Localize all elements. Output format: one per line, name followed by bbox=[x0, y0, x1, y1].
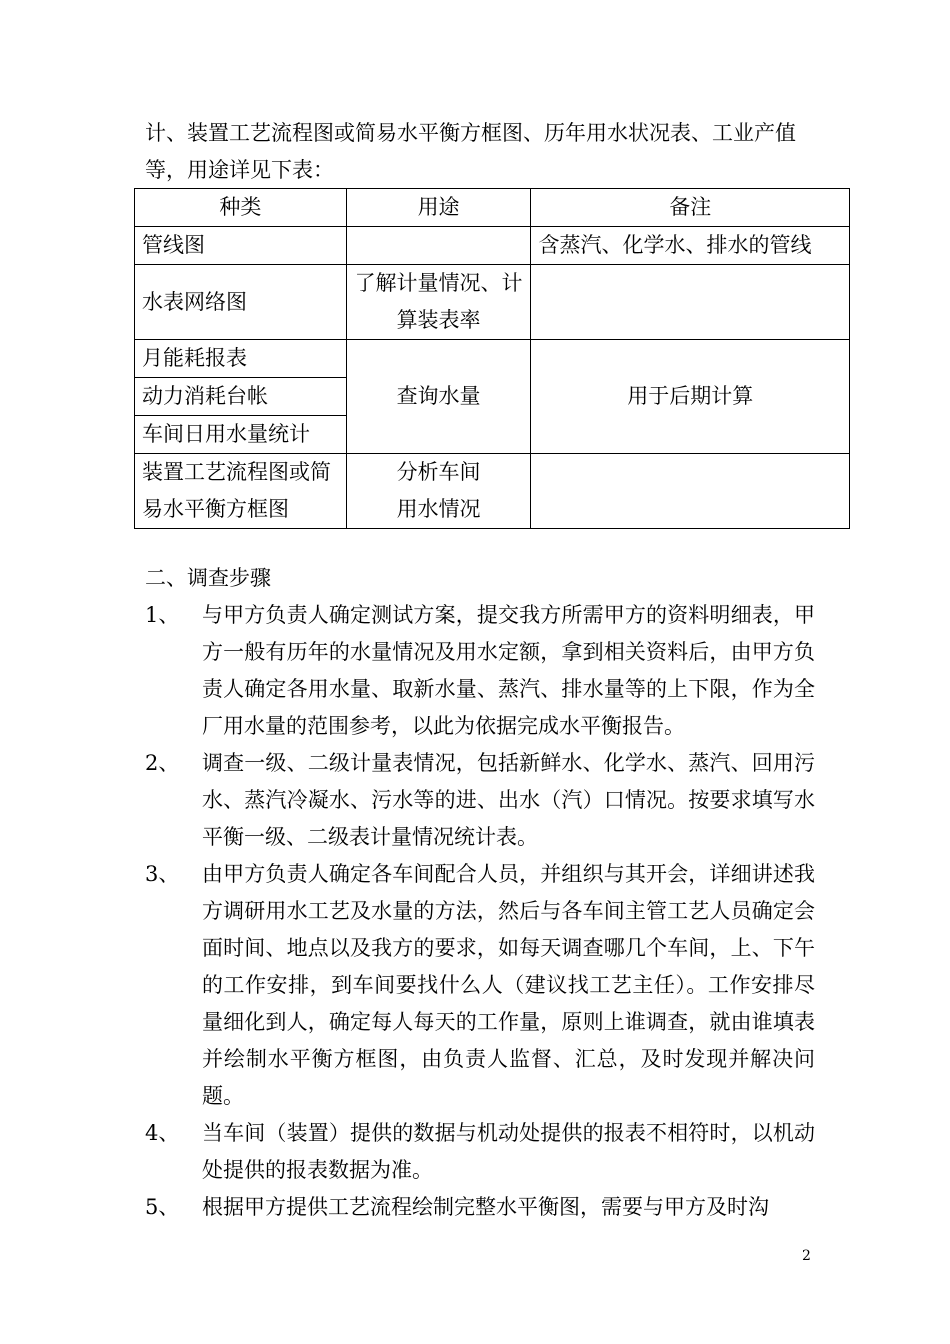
cell-kind: 水表网络图 bbox=[135, 265, 347, 340]
table-row bbox=[135, 454, 850, 529]
cell-kind: 车间日用水量统计 bbox=[135, 416, 347, 454]
cell-kind: 动力消耗台帐 bbox=[135, 378, 347, 416]
header-use: 用途 bbox=[346, 189, 531, 227]
step-text: 根据甲方提供工艺流程绘制完整水平衡图，需要与甲方及时沟 bbox=[202, 1195, 769, 1219]
step-text: 调查一级、二级计量表情况，包括新鲜水、化学水、蒸汽、回用污水、蒸汽冷凝水、污水等的进、出水（汽）口情况。按要求填写水平衡一级、二级表计量情况统计表。 bbox=[202, 751, 815, 849]
materials-table bbox=[134, 188, 850, 529]
cell-use-line: 分析车间 bbox=[396, 460, 481, 484]
section-title: 二、调查步骤 bbox=[145, 566, 271, 590]
step-number: 2、 bbox=[145, 751, 180, 775]
table-row bbox=[135, 340, 850, 378]
step-number: 1、 bbox=[145, 603, 180, 627]
cell-use: 了解计量情况、计算装表率 bbox=[346, 265, 531, 340]
cell-note bbox=[531, 454, 850, 529]
step-number: 4、 bbox=[145, 1121, 180, 1145]
list-item bbox=[145, 1115, 815, 1189]
page-number: 2 bbox=[802, 1248, 811, 1264]
table-header-row bbox=[135, 189, 850, 227]
step-number: 3、 bbox=[145, 862, 180, 886]
step-text: 与甲方负责人确定测试方案，提交我方所需甲方的资料明细表，甲方一般有历年的水量情况及用水定额，拿到相关资料后，由甲方负责人确定各用水量、取新水量、蒸汽、排水量等的上下限，作为全厂用水量的范围参考，以此为依据完成水平衡报告。 bbox=[202, 603, 815, 738]
step-text: 由甲方负责人确定各车间配合人员，并组织与其开会，详细讲述我方调研用水工艺及水量的方法，然后与各车间主管工艺人员确定会面时间、地点以及我方的要求，如每天调查哪几个车间，上、下午的工作安排，到车间要找什么人（建议找工艺主任）。工作安排尽量细化到人，确定每人每天的工作量，原则上谁调查，就由谁填表并绘制水平衡方框图，由负责人监督、汇总，及时发现并解决问题。 bbox=[202, 862, 815, 1108]
cell-note bbox=[531, 265, 850, 340]
cell-use-line: 用水情况 bbox=[396, 497, 481, 521]
list-item bbox=[145, 745, 815, 856]
list-item bbox=[145, 856, 815, 1115]
steps-list bbox=[145, 597, 815, 1226]
table-row bbox=[135, 265, 850, 340]
cell-kind: 装置工艺流程图或简易水平衡方框图 bbox=[135, 454, 347, 529]
cell-kind: 月能耗报表 bbox=[135, 340, 347, 378]
step-text: 当车间（装置）提供的数据与机动处提供的报表不相符时，以机动处提供的报表数据为准。 bbox=[202, 1121, 815, 1182]
intro-paragraph: 计、装置工艺流程图或简易水平衡方框图、历年用水状况表、工业产值等，用途详见下表： bbox=[145, 121, 796, 182]
list-item bbox=[145, 1189, 815, 1226]
table-row bbox=[135, 227, 850, 265]
cell-use bbox=[346, 227, 531, 265]
cell-note: 含蒸汽、化学水、排水的管线 bbox=[531, 227, 850, 265]
step-number: 5、 bbox=[145, 1195, 180, 1219]
cell-use bbox=[346, 454, 531, 529]
cell-use: 查询水量 bbox=[346, 340, 531, 454]
list-item bbox=[145, 597, 815, 745]
cell-kind: 管线图 bbox=[135, 227, 347, 265]
header-kind: 种类 bbox=[135, 189, 347, 227]
cell-note: 用于后期计算 bbox=[531, 340, 850, 454]
header-note: 备注 bbox=[531, 189, 850, 227]
